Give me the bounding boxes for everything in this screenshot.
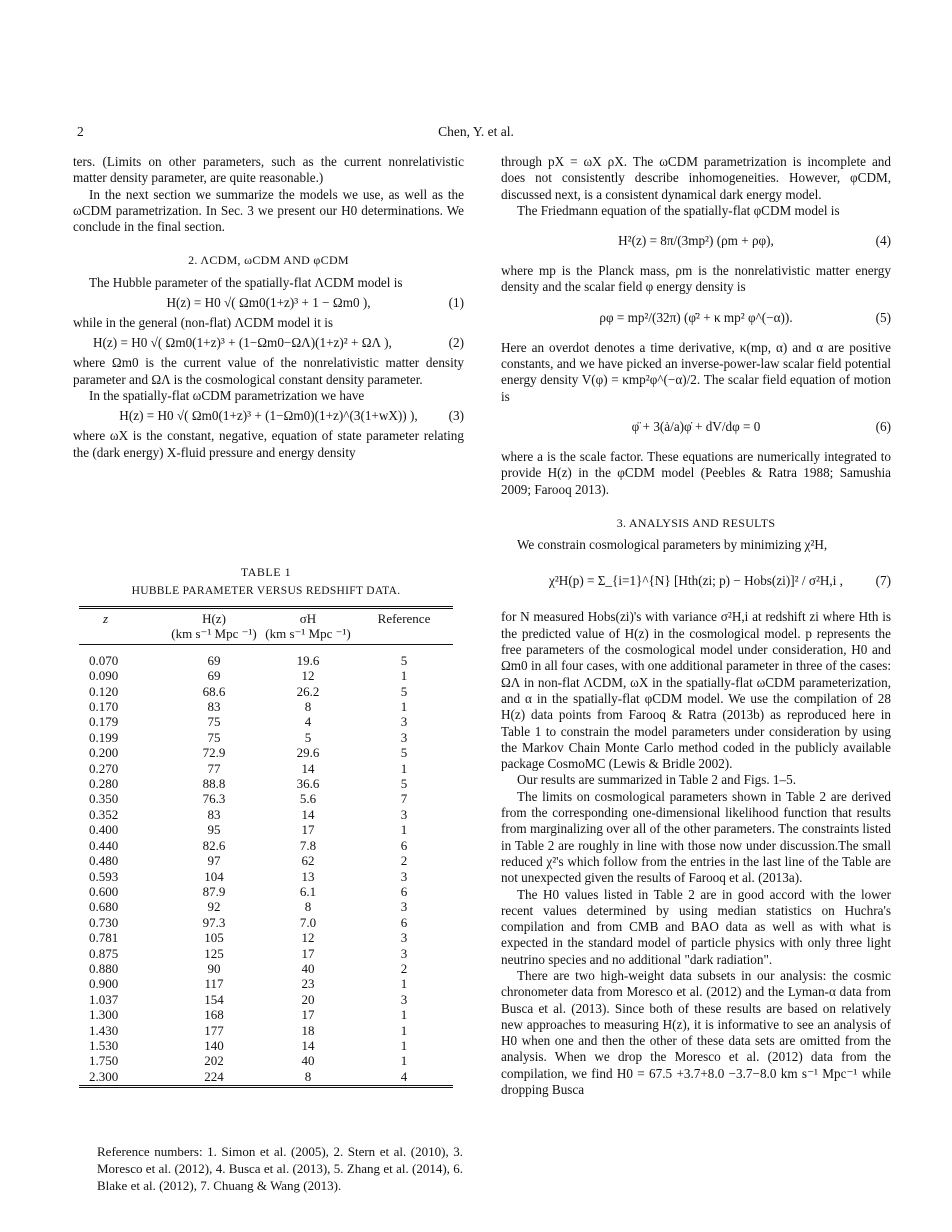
table-cell: 2 <box>400 853 408 869</box>
equation-2-number: (2) <box>448 335 464 351</box>
table-cell: 12 <box>301 668 315 684</box>
table-cell: 0.730 <box>89 914 119 930</box>
table-cell: 0.179 <box>89 714 119 730</box>
table-cell: 17 <box>301 1007 315 1023</box>
table-cell: 6 <box>400 883 408 899</box>
right-paragraph-4: Here an overdot denotes a time derivative, κ(mp, α) and α are positive constants, and we have picked an inverse-power-law scalar field potential energy density V(φ) = κmp²φ^(−α)/2. The scalar field equation of motion is <box>501 339 891 404</box>
running-title: Chen, Y. et al. <box>438 124 514 139</box>
table-cell: 1 <box>400 976 408 992</box>
table-cell: 2.300 <box>79 1069 167 1087</box>
table-row <box>79 930 453 945</box>
equation-5-number: (5) <box>875 309 891 325</box>
table-cell: 5 <box>304 729 312 745</box>
left-paragraph-1: ters. (Limits on other parameters, such as the current nonrelativistic matter density parameter, are quite reasonable.) <box>73 154 464 186</box>
table-cell: 177 <box>204 1022 224 1038</box>
table-row <box>79 644 453 668</box>
table-row <box>79 1007 453 1022</box>
table-row <box>79 1038 453 1053</box>
table-row <box>79 946 453 961</box>
table-cell: 88.8 <box>202 776 226 792</box>
equation-5-body: ρφ = mp²/(32π) (φ̇² + κ mp² φ^(−α)). <box>599 309 793 325</box>
table-cell: 3 <box>400 991 408 1007</box>
table-cell: 1.430 <box>89 1022 119 1038</box>
table-row <box>79 684 453 699</box>
table-cell: 168 <box>204 1007 224 1023</box>
right-paragraph-6: We constrain cosmological parameters by minimizing χ²H, <box>517 537 828 553</box>
table-cell: 19.6 <box>296 652 320 668</box>
table-row <box>79 1069 453 1087</box>
table-cell: 0.170 <box>89 699 119 715</box>
table-row <box>79 915 453 930</box>
column-unit: (km s⁻¹ Mpc ⁻¹) <box>261 626 355 644</box>
table-cell: 3 <box>400 714 408 730</box>
table-cell: 0.781 <box>89 930 119 946</box>
column-header: z <box>79 608 167 627</box>
table-row <box>79 745 453 760</box>
table-cell: 0.270 <box>89 760 119 776</box>
table-cell: 0.352 <box>89 806 119 822</box>
table-cell: 5 <box>400 776 408 792</box>
equation-1-number: (1) <box>448 294 464 310</box>
table-cell: 90 <box>207 960 221 976</box>
table-row <box>79 791 453 806</box>
table-cell: 0.070 <box>89 652 119 668</box>
table-cell: 62 <box>301 853 315 869</box>
table-cell: 8 <box>304 699 312 715</box>
table-cell: 1.530 <box>89 1037 119 1053</box>
section-3-title: 3. ANALYSIS AND RESULTS <box>616 515 776 530</box>
table-cell: 0.440 <box>89 837 119 853</box>
table-cell: 69 <box>207 668 221 684</box>
equation-6-number: (6) <box>875 418 891 434</box>
table-cell: 14 <box>301 1037 315 1053</box>
left-paragraph-2: In the next section we summarize the models we use, as well as the ωCDM parametrization. In Sec. 3 we present our H0 determinations. We conclude in the final section. <box>73 186 464 235</box>
right-paragraph-3: where mp is the Planck mass, ρm is the nonrelativistic matter energy density and the scalar field φ energy density is <box>501 263 891 295</box>
table-cell: 154 <box>204 991 224 1007</box>
table-1-caption <box>79 563 453 601</box>
equation-3-body: H(z) = H0 √( Ωm0(1+z)³ + (1−Ωm0)(1+z)^(3(1+wX)) ), <box>119 408 418 424</box>
column-header: H(z) <box>167 608 261 627</box>
right-paragraph-11: There are two high-weight data subsets in our analysis: the cosmic chronometer data from Moresco et al. (2012) and the Lyman-α data from Busca et al. (2013). Since both of these results are based on relatively new approaches to measuring H(z), it is informative to see an analysis of H0 when one and then the other of these data sets are omitted from the analysis. When we drop the Moresco et al. (2012) data from the compilation, we find H0 = 67.5 +3.7+8.0 −3.7−8.0 km s⁻¹ Mpc⁻¹ while dropping Busca <box>501 967 891 1098</box>
table-cell: 6.1 <box>299 883 317 899</box>
table-cell: 105 <box>204 930 224 946</box>
left-paragraph-4: while in the general (non-flat) ΛCDM model it is <box>73 315 334 331</box>
table-cell: 68.6 <box>202 683 226 699</box>
table-cell: 82.6 <box>202 837 226 853</box>
table-cell: 8 <box>304 899 312 915</box>
table-row <box>79 730 453 745</box>
table-1-body <box>79 644 453 1086</box>
table-cell: 7 <box>400 791 408 807</box>
equation-2 <box>73 331 464 355</box>
table-cell: 14 <box>301 806 315 822</box>
right-paragraph-9: The limits on cosmological parameters shown in Table 2 are derived from the corresponding one-dimensional likelihood function that results from marginalizing over all of the other parameters. The constraints listed in Table 2 are roughly in line with those now under discussion.The small reduced χ²'s which follow from the entries in the last line of the Table are not unexpected given the results of Farooq et al. (2013a). <box>501 788 891 886</box>
table-cell: 3 <box>400 945 408 961</box>
table-cell: 2 <box>400 960 408 976</box>
table-cell: 13 <box>301 868 315 884</box>
table-row <box>79 838 453 853</box>
table-cell: 0.350 <box>89 791 119 807</box>
equation-1-body: H(z) = H0 √( Ωm0(1+z)³ + 1 − Ωm0 ), <box>166 294 371 310</box>
table-cell: 7.0 <box>299 914 317 930</box>
table-row <box>79 869 453 884</box>
table-1-title: HUBBLE PARAMETER VERSUS REDSHIFT DATA. <box>131 585 401 597</box>
table-cell: 1.750 <box>89 1053 119 1069</box>
table-cell: 1 <box>400 668 408 684</box>
table-cell: 0.480 <box>89 853 119 869</box>
left-paragraph-5: where Ωm0 is the current value of the nonrelativistic matter density parameter and ΩΛ is the cosmological constant density parameter. <box>73 355 464 387</box>
table-cell: 14 <box>301 760 315 776</box>
table-cell: 5 <box>400 745 408 761</box>
equation-1 <box>73 291 464 315</box>
table-cell: 0.875 <box>89 945 119 961</box>
table-cell: 17 <box>301 822 315 838</box>
column-header: σH <box>261 608 355 627</box>
column-unit: (km s⁻¹ Mpc ⁻¹) <box>167 626 261 644</box>
table-cell: 3 <box>400 930 408 946</box>
table-cell: 0.120 <box>89 683 119 699</box>
table-row <box>79 807 453 822</box>
equation-4-number: (4) <box>875 233 891 249</box>
table-cell: 0.680 <box>89 899 119 915</box>
table-cell: 0.900 <box>89 976 119 992</box>
table-cell: 8 <box>261 1069 355 1087</box>
page-number: 2 <box>77 124 84 139</box>
table-cell: 5.6 <box>299 791 317 807</box>
table-cell: 5 <box>400 652 408 668</box>
table-cell: 4 <box>304 714 312 730</box>
table-cell: 1 <box>400 1037 408 1053</box>
column-header: Reference <box>355 608 453 627</box>
table-row <box>79 853 453 868</box>
table-cell: 0.600 <box>89 883 119 899</box>
table-cell: 92 <box>207 899 221 915</box>
table-cell: 0.880 <box>89 960 119 976</box>
table-1-note: Reference numbers: 1. Simon et al. (2005), 2. Stern et al. (2010), 3. Moresco et al. (2012), 4. Busca et al. (2013), 5. Zhang et al. (2014), 6. Blake et al. (2012), 7. Chuang & Wang (2013). <box>97 1144 463 1193</box>
column-unit <box>355 626 453 644</box>
table-cell: 12 <box>301 930 315 946</box>
table-cell: 23 <box>301 976 315 992</box>
table-cell: 5 <box>400 683 408 699</box>
table-row <box>79 776 453 791</box>
table-cell: 87.9 <box>202 883 226 899</box>
table-cell: 97.3 <box>202 914 226 930</box>
table-cell: 0.280 <box>89 776 119 792</box>
table-cell: 0.090 <box>89 668 119 684</box>
table-row <box>79 1053 453 1068</box>
table-cell: 26.2 <box>296 683 320 699</box>
table-row <box>79 822 453 837</box>
table-cell: 1 <box>400 699 408 715</box>
equation-7-number: (7) <box>875 573 891 589</box>
table-row <box>79 668 453 683</box>
table-cell: 140 <box>204 1037 224 1053</box>
table-cell: 1.037 <box>89 991 119 1007</box>
table-cell: 0.199 <box>89 729 119 745</box>
right-column <box>501 154 891 1098</box>
equation-4-body: H²(z) = 8π/(3mp²) (ρm + ρφ), <box>618 233 774 249</box>
table-cell: 72.9 <box>202 745 226 761</box>
table-cell: 76.3 <box>202 791 226 807</box>
table-cell: 1 <box>400 1022 408 1038</box>
table-row <box>79 884 453 899</box>
table-cell: 0.593 <box>89 868 119 884</box>
table-cell: 125 <box>204 945 224 961</box>
table-cell: 20 <box>301 991 315 1007</box>
equation-5 <box>501 296 891 340</box>
table-row <box>79 699 453 714</box>
table-cell: 1 <box>400 822 408 838</box>
right-paragraph-1: through pX = ωX ρX. The ωCDM parametrization is incomplete and does not consistently describe inhomogeneities. However, φCDM, discussed next, is a consistent dynamical dark energy model. <box>501 154 891 202</box>
equation-4 <box>501 219 891 263</box>
right-paragraph-2: The Friedmann equation of the spatially-flat φCDM model is <box>517 202 840 218</box>
table-cell: 7.8 <box>299 837 317 853</box>
table-cell: 6 <box>400 914 408 930</box>
table-1-label: TABLE 1 <box>240 565 292 579</box>
equation-7 <box>501 553 891 609</box>
table-cell: 202 <box>204 1053 224 1069</box>
table-cell: 40 <box>301 960 315 976</box>
table-cell: 3 <box>400 729 408 745</box>
table-cell: 95 <box>207 822 221 838</box>
table-cell: 75 <box>207 714 221 730</box>
table-cell: 224 <box>167 1069 261 1087</box>
table-cell: 40 <box>301 1053 315 1069</box>
left-paragraph-6: In the spatially-flat ωCDM parametrization we have <box>89 387 365 403</box>
column-unit <box>79 626 167 644</box>
right-paragraph-8: Our results are summarized in Table 2 and Figs. 1–5. <box>517 772 797 788</box>
right-paragraph-10: The H0 values listed in Table 2 are in good accord with the lower recent values determined by using median statistics on Huchra's compilation and from CMB and BAO data as well as with what is expected in the standard model of particle physics with only three light neutrino species and no additional "dark radiation". <box>501 886 891 967</box>
table-row <box>79 1023 453 1038</box>
section-2-title: 2. ΛCDM, ωCDM AND φCDM <box>188 253 349 268</box>
table-cell: 97 <box>207 853 221 869</box>
table-cell: 18 <box>301 1022 315 1038</box>
table-cell: 1.300 <box>89 1007 119 1023</box>
table-cell: 69 <box>207 652 221 668</box>
table-cell: 83 <box>207 806 221 822</box>
table-cell: 3 <box>400 806 408 822</box>
equation-3-number: (3) <box>448 408 464 424</box>
right-paragraph-5: where a is the scale factor. These equations are numerically integrated to provide H(z) in the φCDM model (Peebles & Ratra 1988; Samushia 2009; Farooq 2013). <box>501 448 891 497</box>
table-cell: 117 <box>204 976 224 992</box>
table-cell: 75 <box>207 729 221 745</box>
table-cell: 1 <box>400 1007 408 1023</box>
left-column <box>73 154 464 461</box>
table-row <box>79 899 453 914</box>
table-row <box>79 961 453 976</box>
table-cell: 3 <box>400 899 408 915</box>
table-cell: 77 <box>207 760 221 776</box>
table-cell: 1 <box>400 760 408 776</box>
table-row <box>79 992 453 1007</box>
equation-6-body: φ̈ + 3(ȧ/a)φ̇ + dV/dφ = 0 <box>631 418 761 434</box>
table-cell: 36.6 <box>296 776 320 792</box>
table-cell: 104 <box>204 868 224 884</box>
table-row <box>79 714 453 729</box>
table-cell: 4 <box>355 1069 453 1087</box>
table-1 <box>79 606 453 1088</box>
equation-6 <box>501 405 891 449</box>
table-cell: 0.200 <box>89 745 119 761</box>
equation-2-body: H(z) = H0 √( Ωm0(1+z)³ + (1−Ωm0−ΩΛ)(1+z)² + ΩΛ ), <box>93 335 392 351</box>
table-cell: 83 <box>207 699 221 715</box>
table-cell: 17 <box>301 945 315 961</box>
left-paragraph-3: The Hubble parameter of the spatially-flat ΛCDM model is <box>89 274 403 290</box>
equation-3 <box>73 404 464 428</box>
left-paragraph-7: where ωX is the constant, negative, equation of state parameter relating the (dark energy) X-fluid pressure and energy density <box>73 428 464 460</box>
table-row <box>79 976 453 991</box>
equation-7-body: χ²H(p) = Σ_{i=1}^{N} [Hth(zi; p) − Hobs(zi)]² / σ²H,i , <box>549 573 843 589</box>
table-row <box>79 761 453 776</box>
right-paragraph-7: for N measured Hobs(zi)'s with variance σ²H,i at redshift zi where Hth is the predicted value of H(z) in the cosmological model. p represents the free parameters of the cosmological model under consideration, H0 and Ωm0 in all four cases, with one additional parameter in three of the cases: ΩΛ in non-flat ΛCDM, ωX in the spatially-flat ωCDM parameterization, and α in the spatially-flat φCDM model. We use the compilation of 28 H(z) data points from Farooq & Ratra (2013b) as reproduced here in Table 1 to constrain the model parameters under consideration by using the Markov Chain Monte Carlo method coded in the publicly available package CosmoMC (Lewis & Bridle 2002). <box>501 609 891 772</box>
table-cell: 29.6 <box>296 745 320 761</box>
table-cell: 6 <box>400 837 408 853</box>
table-cell: 0.400 <box>89 822 119 838</box>
table-cell: 1 <box>400 1053 408 1069</box>
table-cell: 3 <box>400 868 408 884</box>
